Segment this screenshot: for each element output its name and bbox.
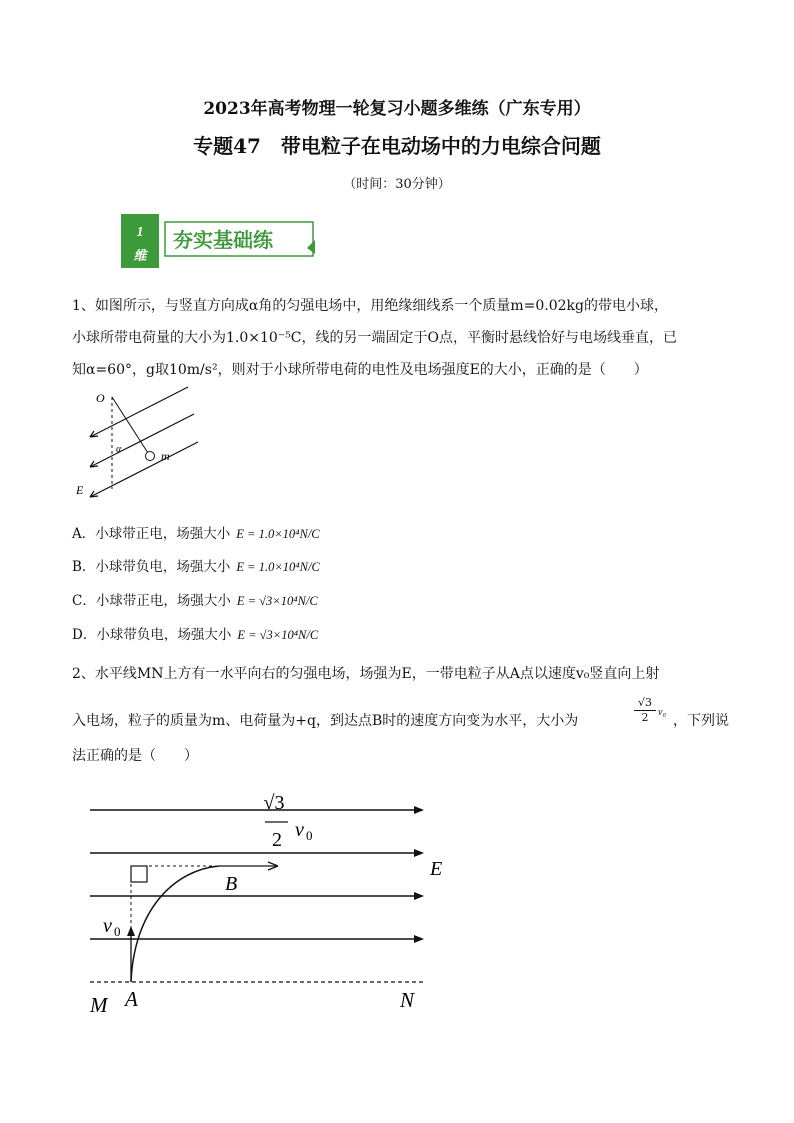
field-arrowhead	[414, 892, 424, 900]
q2-line2b: ，下列说	[673, 713, 729, 729]
q1-figure	[70, 385, 210, 503]
field-line	[90, 442, 198, 497]
velocity-a-arrowhead	[127, 926, 135, 936]
label-v-sub: 0	[114, 924, 121, 939]
option-text: B．小球带负电，场强大小	[72, 559, 231, 575]
q2-figure	[84, 790, 464, 1025]
q1-option-a[interactable]	[72, 524, 320, 544]
q1-option-b[interactable]	[72, 557, 320, 577]
option-formula: E = 1.0×10⁴N/C	[236, 527, 320, 541]
option-text: D．小球带负电，场强大小	[72, 627, 232, 643]
field-arrowhead	[414, 806, 424, 814]
badge-wei: 维	[133, 249, 147, 264]
q2-line3: 法正确的是（ ）	[72, 748, 198, 764]
field-line	[90, 387, 188, 437]
label-E: E	[76, 483, 84, 497]
label-v: v	[103, 915, 112, 937]
option-text: C．小球带正电，场强大小	[72, 593, 231, 609]
q1-text	[72, 290, 727, 386]
frac-denominator: 2	[272, 829, 282, 851]
ball-m	[146, 452, 155, 461]
q1-option-c[interactable]	[72, 591, 318, 611]
badge-graphic	[121, 214, 317, 268]
label-alpha: α	[116, 444, 122, 455]
q2-line1: 2、水平线MN上方有一水平向右的匀强电场，场强为E，一带电粒子从A点以速度v₀竖直向上射	[72, 666, 660, 682]
inline-fraction-num: √3	[634, 696, 656, 711]
frac-numerator: √3	[263, 792, 285, 814]
label-B: B	[225, 873, 238, 895]
label-M: M	[90, 993, 108, 1017]
q2-line2a: 入电场，粒子的质量为m、电荷量为+q，到达点B时的速度方向变为水平，大小为	[72, 713, 579, 729]
topic-title: 专题47 带电粒子在电动场中的力电综合问题	[193, 134, 601, 158]
field-lines	[90, 806, 424, 943]
inline-fraction	[634, 696, 656, 725]
option-formula: E = 1.0×10⁴N/C	[236, 560, 320, 574]
q1-line3: 知α=60°，g取10m/s²，则对于小球所带电荷的电性及电场强度E的大小，正确的是（ ）	[72, 362, 648, 378]
velocity-b-label	[264, 792, 313, 851]
q1-line1: 1、如图所示，与竖直方向成α角的匀强电场中，用绝缘细线系一个质量m=0.02kg的带电小球，	[72, 298, 668, 314]
right-angle-mark	[131, 866, 147, 882]
option-text: A．小球带正电，场强大小	[72, 526, 231, 542]
option-formula: E = √3×10⁴N/C	[237, 628, 319, 642]
badge-number: 1	[136, 225, 144, 240]
label-A: A	[125, 987, 138, 1011]
inline-v0: v₀	[658, 707, 666, 718]
time-note: （时间：30分钟）	[343, 177, 451, 192]
frac-v-sub: 0	[306, 828, 313, 843]
q2-line2	[72, 696, 732, 736]
label-E: E	[430, 858, 443, 880]
inline-fraction-den: 2	[641, 711, 649, 724]
field-arrowhead	[414, 849, 424, 857]
badge-label: 夯实基础练	[173, 228, 273, 252]
section-badge	[121, 214, 317, 268]
label-O: O	[96, 391, 105, 405]
label-m: m	[161, 449, 170, 463]
series-title: 2023年高考物理一轮复习小题多维练（广东专用）	[203, 99, 591, 119]
frac-v: v	[295, 819, 304, 841]
field-arrowhead	[414, 935, 424, 943]
option-formula: E = √3×10⁴N/C	[236, 594, 318, 608]
q1-option-d[interactable]	[72, 625, 318, 645]
trajectory-curve	[131, 866, 219, 982]
field-lines	[90, 387, 198, 497]
field-line	[90, 414, 194, 467]
q1-line2: 小球所带电荷量的大小为1.0×10⁻⁵C，线的另一端固定于O点，平衡时悬线恰好与电场线垂直，已	[72, 330, 677, 346]
label-N: N	[400, 988, 415, 1012]
